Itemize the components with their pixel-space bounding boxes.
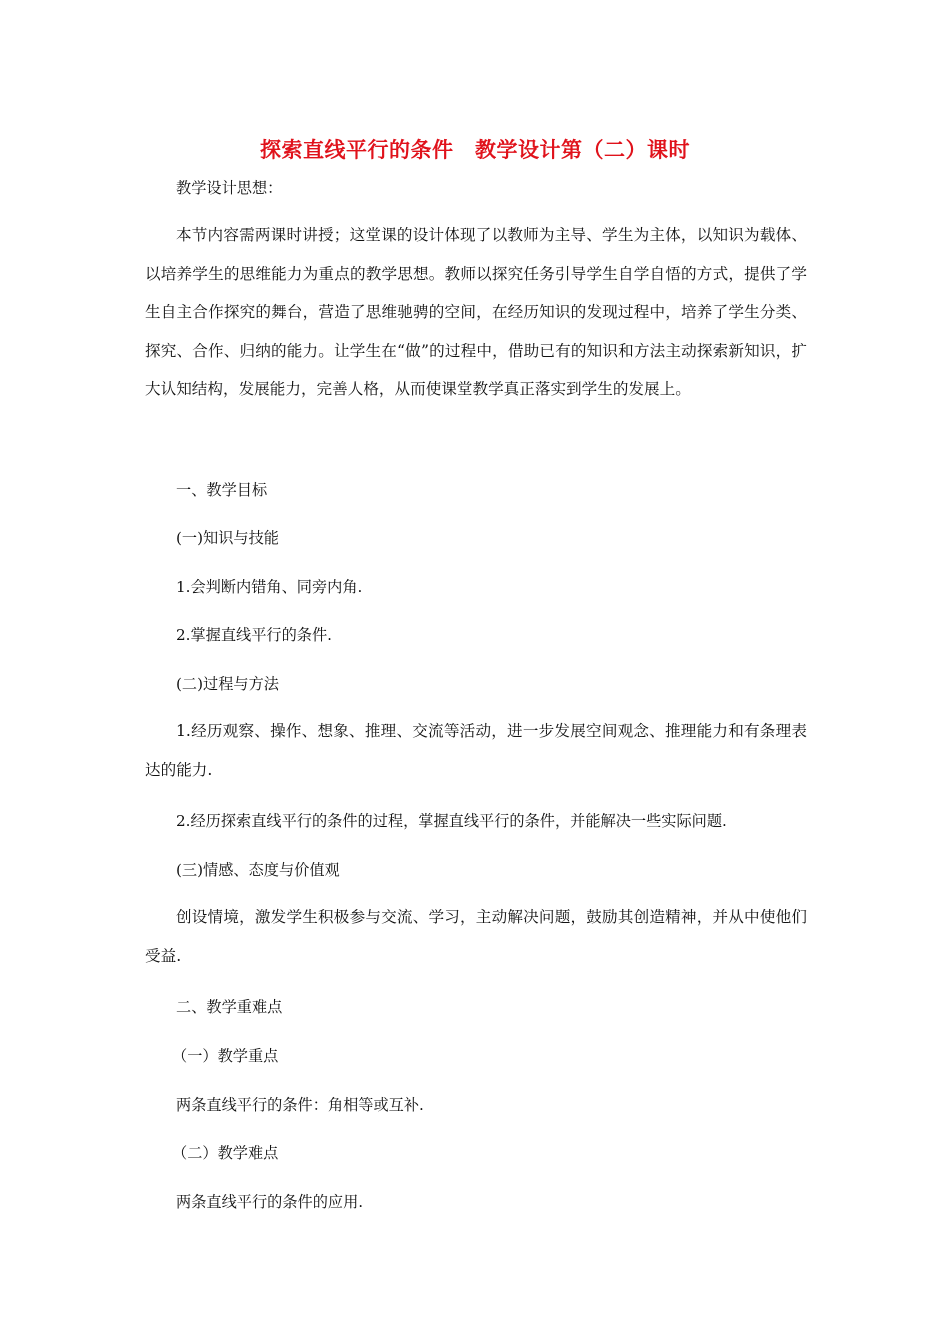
objective-item: 1.经历观察、操作、想象、推理、交流等活动，进一步发展空间观念、推理能力和有条理表达的能力. bbox=[145, 722, 807, 779]
objective-item: 1.会判断内错角、同旁内角. bbox=[176, 578, 363, 596]
subsection-process: (二)过程与方法 bbox=[176, 675, 279, 693]
section-key-points: 二、教学重难点 bbox=[176, 998, 283, 1016]
section-objectives: 一、教学目标 bbox=[176, 481, 268, 499]
subsection-key-point: （一）教学重点 bbox=[172, 1047, 279, 1065]
subsection-attitude: (三)情感、态度与价值观 bbox=[176, 861, 340, 879]
document-title: 探索直线平行的条件 教学设计第（二）课时 bbox=[260, 138, 690, 162]
subsection-difficulty: （二）教学难点 bbox=[172, 1144, 279, 1162]
design-paragraph: 本节内容需两课时讲授；这堂课的设计体现了以教师为主导、学生为主体，以知识为载体、以培养学生的思维能力为重点的教学思想。教师以探究任务引导学生自学自悟的方式，提供了学生自主合作探究的舞台，营造了思维驰骋的空间，在经历知识的发现过程中，培养了学生分类、探究、合作、归纳的能力。让学生在“做”的过程中，借助已有的知识和方法主动探索新知识，扩大认知结构，发展能力，完善人格，从而使课堂教学真正落实到学生的发展上。 bbox=[145, 226, 807, 398]
key-point-item: 两条直线平行的条件：角相等或互补. bbox=[176, 1096, 424, 1114]
objective-item: 2.经历探索直线平行的条件的过程，掌握直线平行的条件，并能解决一些实际问题. bbox=[176, 812, 727, 830]
objective-item: 2.掌握直线平行的条件. bbox=[176, 626, 333, 644]
design-heading: 教学设计思想： bbox=[176, 179, 283, 197]
difficulty-item: 两条直线平行的条件的应用. bbox=[176, 1193, 364, 1211]
objective-item: 创设情境，激发学生积极参与交流、学习，主动解决问题，鼓励其创造精神，并从中使他们受益. bbox=[145, 908, 807, 965]
subsection-knowledge: (一)知识与技能 bbox=[176, 529, 279, 547]
